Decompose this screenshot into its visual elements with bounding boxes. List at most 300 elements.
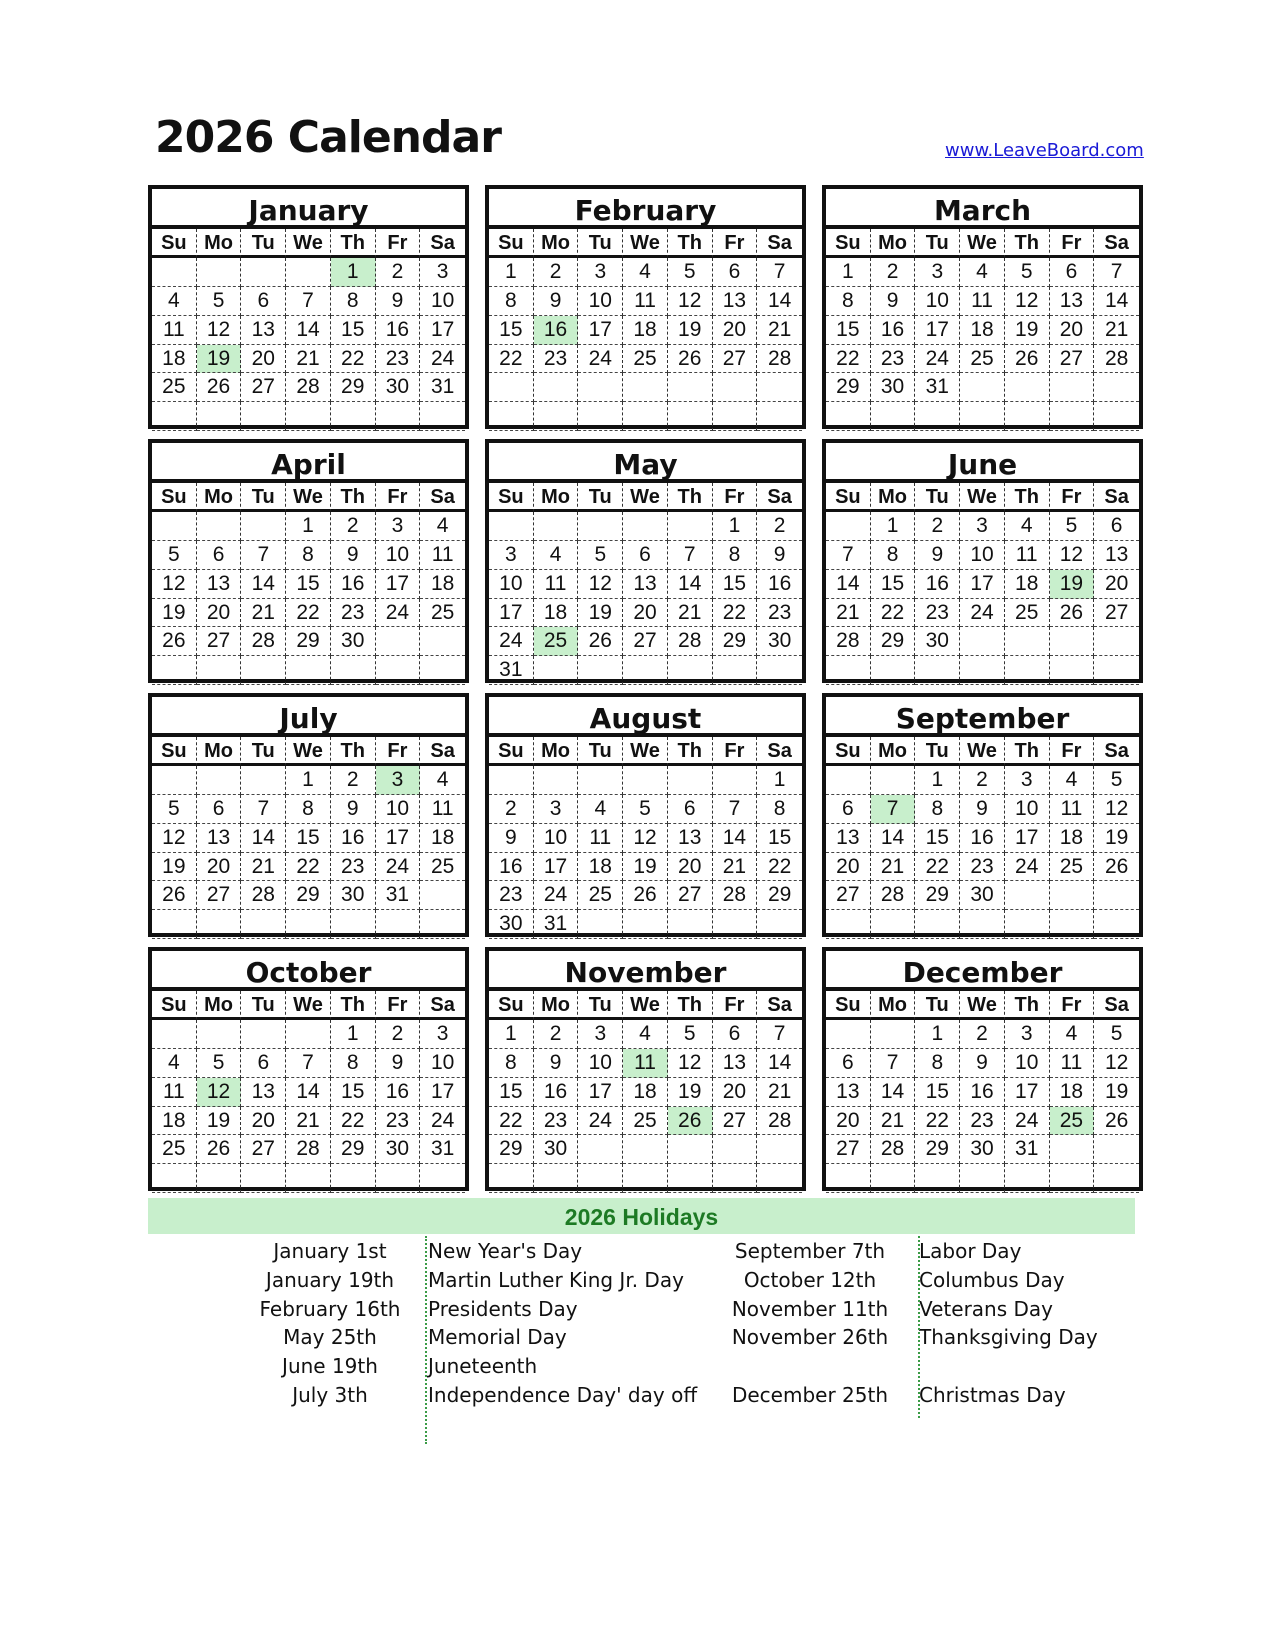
holiday-date: July 3th <box>292 1383 368 1407</box>
day-cell: 2 <box>960 1020 1005 1049</box>
day-cell: 7 <box>757 1020 802 1049</box>
day-cell: 13 <box>1094 541 1139 570</box>
day-cell: 28 <box>757 345 802 374</box>
day-cell: 26 <box>623 881 668 910</box>
weekday-header: Tu <box>915 229 960 258</box>
day-cell: 8 <box>331 287 376 316</box>
day-cell: 12 <box>1005 287 1050 316</box>
weekday-header: Th <box>1005 483 1050 512</box>
weekday-header: Su <box>152 229 197 258</box>
weekday-header: Su <box>152 991 197 1020</box>
weekday-header: Mo <box>534 229 579 258</box>
day-cell: 15 <box>826 316 871 345</box>
holiday-name: Thanksgiving Day <box>919 1325 1098 1350</box>
day-cell: 27 <box>623 627 668 656</box>
month-may <box>485 439 806 683</box>
empty-cell <box>623 1164 668 1193</box>
day-cell: 22 <box>915 853 960 882</box>
empty-cell <box>578 512 623 541</box>
empty-cell <box>713 373 758 402</box>
day-cell: 21 <box>286 1107 331 1136</box>
day-cell: 16 <box>376 316 421 345</box>
day-cell: 13 <box>1050 287 1095 316</box>
day-cell: 28 <box>286 1135 331 1164</box>
weekday-header: Th <box>331 229 376 258</box>
empty-cell <box>826 1020 871 1049</box>
holiday-date: December 25th <box>731 1383 889 1407</box>
empty-cell <box>578 1164 623 1193</box>
month-december <box>822 947 1143 1191</box>
day-cell: 4 <box>420 512 465 541</box>
day-cell: 1 <box>757 766 802 795</box>
day-cell: 26 <box>578 627 623 656</box>
month-march <box>822 185 1143 429</box>
empty-cell <box>152 766 197 795</box>
day-cell: 25 <box>1050 853 1095 882</box>
empty-cell <box>713 910 758 939</box>
day-cell: 20 <box>197 853 242 882</box>
month-name: November <box>489 951 802 991</box>
empty-cell <box>197 512 242 541</box>
weekday-header: Th <box>668 483 713 512</box>
empty-cell <box>623 656 668 685</box>
weekday-header: Fr <box>376 229 421 258</box>
weekday-header: Fr <box>376 737 421 766</box>
holiday-name: New Year's Day <box>428 1239 583 1263</box>
day-cell: 6 <box>623 541 668 570</box>
empty-cell <box>826 402 871 431</box>
empty-cell <box>152 656 197 685</box>
day-cell: 18 <box>623 316 668 345</box>
day-cell: 24 <box>1005 1107 1050 1136</box>
day-cell: 11 <box>1005 541 1050 570</box>
day-cell: 22 <box>286 599 331 628</box>
weekday-header: Mo <box>534 737 579 766</box>
month-name: August <box>489 697 802 737</box>
empty-cell <box>420 656 465 685</box>
empty-cell <box>871 1020 916 1049</box>
day-cell: 26 <box>197 373 242 402</box>
day-cell: 7 <box>1094 258 1139 287</box>
day-cell: 15 <box>871 570 916 599</box>
day-cell: 6 <box>1094 512 1139 541</box>
day-cell: 22 <box>331 1107 376 1136</box>
day-cell: 18 <box>1050 824 1095 853</box>
day-cell: 11 <box>1050 795 1095 824</box>
day-cell: 24 <box>578 345 623 374</box>
day-cell: 16 <box>871 316 916 345</box>
empty-cell <box>668 402 713 431</box>
day-cell: 30 <box>915 627 960 656</box>
holiday-date: June 19th <box>282 1354 378 1379</box>
empty-cell <box>534 402 579 431</box>
day-cell: 1 <box>489 1020 534 1049</box>
day-cell: 13 <box>197 570 242 599</box>
empty-cell <box>1050 910 1095 939</box>
day-cell: 24 <box>915 345 960 374</box>
day-cell: 4 <box>623 1020 668 1049</box>
day-cell: 7 <box>668 541 713 570</box>
weekday-header: Th <box>668 737 713 766</box>
day-cell: 19 <box>623 853 668 882</box>
empty-cell <box>871 402 916 431</box>
day-cell: 23 <box>331 853 376 882</box>
day-cell: 3 <box>578 258 623 287</box>
day-cell: 5 <box>152 541 197 570</box>
day-cell: 15 <box>286 824 331 853</box>
day-cell: 3 <box>534 795 579 824</box>
day-cell: 10 <box>420 1049 465 1078</box>
day-cell: 26 <box>1094 1107 1139 1136</box>
day-cell: 21 <box>713 853 758 882</box>
weekday-header: Sa <box>1094 991 1139 1020</box>
day-cell: 7 <box>713 795 758 824</box>
month-name: September <box>826 697 1139 737</box>
weekday-header: Fr <box>1050 229 1095 258</box>
empty-cell <box>1094 910 1139 939</box>
weekday-header: Fr <box>713 483 758 512</box>
weekday-header: Fr <box>376 991 421 1020</box>
empty-cell <box>152 910 197 939</box>
day-cell: 28 <box>871 881 916 910</box>
day-cell: 26 <box>152 881 197 910</box>
day-cell: 14 <box>286 316 331 345</box>
day-cell: 1 <box>286 766 331 795</box>
empty-cell <box>623 766 668 795</box>
empty-cell <box>826 766 871 795</box>
day-cell: 9 <box>376 1049 421 1078</box>
day-cell: 20 <box>713 316 758 345</box>
holiday-day-cell: 25 <box>1050 1107 1095 1136</box>
day-cell: 14 <box>286 1078 331 1107</box>
weekday-header: Mo <box>871 229 916 258</box>
empty-cell <box>489 512 534 541</box>
day-cell: 21 <box>871 1107 916 1136</box>
day-cell: 28 <box>241 881 286 910</box>
weekday-header: Tu <box>241 991 286 1020</box>
weekday-header: Mo <box>871 483 916 512</box>
weekday-header: Tu <box>241 737 286 766</box>
day-cell: 21 <box>757 1078 802 1107</box>
day-cell: 18 <box>152 1107 197 1136</box>
weekday-header: We <box>623 991 668 1020</box>
day-cell: 16 <box>534 1078 579 1107</box>
holiday-day-cell: 16 <box>534 316 579 345</box>
day-cell: 2 <box>489 795 534 824</box>
empty-cell <box>489 1164 534 1193</box>
day-cell: 21 <box>871 853 916 882</box>
weekday-header: Th <box>668 229 713 258</box>
day-cell: 1 <box>826 258 871 287</box>
empty-cell <box>668 1135 713 1164</box>
weekday-header: We <box>286 737 331 766</box>
weekday-header: Th <box>331 991 376 1020</box>
empty-cell <box>668 373 713 402</box>
empty-cell <box>668 1164 713 1193</box>
day-cell: 25 <box>960 345 1005 374</box>
empty-cell <box>241 1020 286 1049</box>
empty-cell <box>1050 627 1095 656</box>
day-cell: 8 <box>915 1049 960 1078</box>
day-cell: 30 <box>376 1135 421 1164</box>
day-cell: 28 <box>286 373 331 402</box>
day-cell: 11 <box>578 824 623 853</box>
empty-cell <box>534 766 579 795</box>
holiday-name: Columbus Day <box>919 1267 1065 1292</box>
day-cell: 29 <box>915 1135 960 1164</box>
empty-cell <box>578 373 623 402</box>
weekday-header: Th <box>331 737 376 766</box>
day-cell: 10 <box>376 541 421 570</box>
empty-cell <box>241 656 286 685</box>
empty-cell <box>1005 1164 1050 1193</box>
day-cell: 29 <box>331 373 376 402</box>
day-cell: 4 <box>960 258 1005 287</box>
empty-cell <box>420 627 465 656</box>
day-cell: 22 <box>286 853 331 882</box>
day-cell: 9 <box>331 795 376 824</box>
empty-cell <box>1005 627 1050 656</box>
day-cell: 5 <box>623 795 668 824</box>
day-cell: 15 <box>489 1078 534 1107</box>
day-cell: 13 <box>668 824 713 853</box>
day-cell: 30 <box>960 1135 1005 1164</box>
empty-cell <box>713 402 758 431</box>
weekday-header: Th <box>1005 229 1050 258</box>
day-cell: 12 <box>1050 541 1095 570</box>
day-cell: 20 <box>197 599 242 628</box>
empty-cell <box>331 1164 376 1193</box>
day-cell: 14 <box>826 570 871 599</box>
day-cell: 30 <box>757 627 802 656</box>
empty-cell <box>420 402 465 431</box>
holiday-name: Independence Day' day off <box>428 1383 698 1407</box>
empty-cell <box>376 910 421 939</box>
day-cell: 19 <box>578 599 623 628</box>
day-cell: 3 <box>578 1020 623 1049</box>
empty-cell <box>623 402 668 431</box>
weekday-header: Th <box>1005 737 1050 766</box>
weekday-header: Th <box>331 483 376 512</box>
day-cell: 14 <box>713 824 758 853</box>
day-cell: 7 <box>826 541 871 570</box>
day-cell: 16 <box>960 824 1005 853</box>
day-cell: 11 <box>623 287 668 316</box>
day-cell: 24 <box>960 599 1005 628</box>
weekday-header: We <box>286 991 331 1020</box>
empty-cell <box>331 910 376 939</box>
empty-cell <box>1094 656 1139 685</box>
day-cell: 17 <box>489 599 534 628</box>
empty-cell <box>713 766 758 795</box>
day-cell: 18 <box>420 824 465 853</box>
day-cell: 17 <box>578 316 623 345</box>
day-cell: 18 <box>534 599 579 628</box>
weekday-header: Mo <box>197 737 242 766</box>
weekday-header: We <box>623 229 668 258</box>
day-cell: 27 <box>241 1135 286 1164</box>
day-cell: 31 <box>420 373 465 402</box>
weekday-header: Su <box>826 229 871 258</box>
holiday-day-cell: 11 <box>623 1049 668 1078</box>
month-name: May <box>489 443 802 483</box>
weekday-header: We <box>960 229 1005 258</box>
day-cell: 23 <box>376 345 421 374</box>
day-cell: 9 <box>534 1049 579 1078</box>
empty-cell <box>376 627 421 656</box>
holiday-name: Martin Luther King Jr. Day <box>428 1267 684 1292</box>
empty-cell <box>623 373 668 402</box>
day-cell: 31 <box>915 373 960 402</box>
day-cell: 5 <box>1005 258 1050 287</box>
day-cell: 16 <box>376 1078 421 1107</box>
day-cell: 30 <box>871 373 916 402</box>
month-name: October <box>152 951 465 991</box>
day-cell: 19 <box>152 599 197 628</box>
holiday-day-cell: 12 <box>197 1078 242 1107</box>
day-cell: 10 <box>960 541 1005 570</box>
day-cell: 22 <box>871 599 916 628</box>
weekday-header: Sa <box>757 737 802 766</box>
day-cell: 2 <box>757 512 802 541</box>
day-cell: 29 <box>757 881 802 910</box>
empty-cell <box>826 1164 871 1193</box>
day-cell: 5 <box>197 1049 242 1078</box>
empty-cell <box>1005 656 1050 685</box>
day-cell: 2 <box>871 258 916 287</box>
day-cell: 5 <box>197 287 242 316</box>
day-cell: 15 <box>713 570 758 599</box>
day-cell: 8 <box>489 1049 534 1078</box>
empty-cell <box>757 656 802 685</box>
empty-cell <box>376 1164 421 1193</box>
empty-cell <box>197 910 242 939</box>
day-cell: 7 <box>286 1049 331 1078</box>
month-january <box>148 185 469 429</box>
month-april <box>148 439 469 683</box>
page-title: 2026 Calendar <box>155 112 501 163</box>
day-cell: 9 <box>960 1049 1005 1078</box>
day-cell: 19 <box>1005 316 1050 345</box>
day-cell: 17 <box>420 316 465 345</box>
empty-cell <box>960 656 1005 685</box>
day-cell: 24 <box>420 1107 465 1136</box>
day-cell: 18 <box>623 1078 668 1107</box>
day-cell: 30 <box>534 1135 579 1164</box>
empty-cell <box>331 656 376 685</box>
empty-cell <box>152 258 197 287</box>
day-cell: 31 <box>376 881 421 910</box>
day-cell: 13 <box>241 1078 286 1107</box>
day-cell: 4 <box>420 766 465 795</box>
day-cell: 5 <box>1050 512 1095 541</box>
month-name: March <box>826 189 1139 229</box>
empty-cell <box>1005 910 1050 939</box>
day-cell: 6 <box>713 1020 758 1049</box>
day-cell: 11 <box>1050 1049 1095 1078</box>
site-link[interactable]: www.LeaveBoard.com <box>945 140 1144 161</box>
day-cell: 18 <box>960 316 1005 345</box>
month-june <box>822 439 1143 683</box>
day-cell: 26 <box>1005 345 1050 374</box>
day-cell: 1 <box>915 766 960 795</box>
day-cell: 4 <box>1050 766 1095 795</box>
empty-cell <box>871 766 916 795</box>
weekday-header: Sa <box>1094 229 1139 258</box>
day-cell: 17 <box>578 1078 623 1107</box>
empty-cell <box>241 512 286 541</box>
day-cell: 27 <box>713 345 758 374</box>
day-cell: 30 <box>376 373 421 402</box>
day-cell: 22 <box>915 1107 960 1136</box>
day-cell: 17 <box>1005 824 1050 853</box>
day-cell: 11 <box>152 316 197 345</box>
day-cell: 9 <box>376 287 421 316</box>
day-cell: 25 <box>623 345 668 374</box>
empty-cell <box>197 656 242 685</box>
month-september <box>822 693 1143 937</box>
empty-cell <box>241 402 286 431</box>
day-cell: 3 <box>915 258 960 287</box>
month-name: January <box>152 189 465 229</box>
day-cell: 25 <box>420 853 465 882</box>
day-cell: 19 <box>668 316 713 345</box>
day-cell: 9 <box>534 287 579 316</box>
day-cell: 5 <box>1094 766 1139 795</box>
day-cell: 3 <box>1005 1020 1050 1049</box>
empty-cell <box>489 402 534 431</box>
day-cell: 20 <box>826 1107 871 1136</box>
day-cell: 25 <box>152 1135 197 1164</box>
day-cell: 21 <box>241 599 286 628</box>
day-cell: 7 <box>241 795 286 824</box>
weekday-header: Tu <box>241 229 286 258</box>
day-cell: 15 <box>915 824 960 853</box>
day-cell: 6 <box>1050 258 1095 287</box>
empty-cell <box>534 656 579 685</box>
day-cell: 10 <box>578 287 623 316</box>
weekday-header: Sa <box>757 229 802 258</box>
day-cell: 1 <box>331 1020 376 1049</box>
day-cell: 22 <box>489 1107 534 1136</box>
empty-cell <box>623 910 668 939</box>
day-cell: 13 <box>713 1049 758 1078</box>
day-cell: 26 <box>1094 853 1139 882</box>
day-cell: 3 <box>420 258 465 287</box>
day-cell: 27 <box>197 627 242 656</box>
weekday-header: Su <box>152 483 197 512</box>
empty-cell <box>286 910 331 939</box>
month-name: July <box>152 697 465 737</box>
weekday-header: Sa <box>420 229 465 258</box>
day-cell: 25 <box>578 881 623 910</box>
weekday-header: We <box>960 991 1005 1020</box>
day-cell: 20 <box>1050 316 1095 345</box>
day-cell: 16 <box>331 570 376 599</box>
weekday-header: Tu <box>578 229 623 258</box>
day-cell: 10 <box>534 824 579 853</box>
day-cell: 6 <box>197 541 242 570</box>
holiday-date: October 12th <box>743 1267 877 1292</box>
empty-cell <box>960 402 1005 431</box>
empty-cell <box>241 258 286 287</box>
empty-cell <box>915 910 960 939</box>
empty-cell <box>197 766 242 795</box>
weekday-header: Su <box>826 483 871 512</box>
empty-cell <box>713 1135 758 1164</box>
day-cell: 17 <box>376 824 421 853</box>
day-cell: 13 <box>623 570 668 599</box>
